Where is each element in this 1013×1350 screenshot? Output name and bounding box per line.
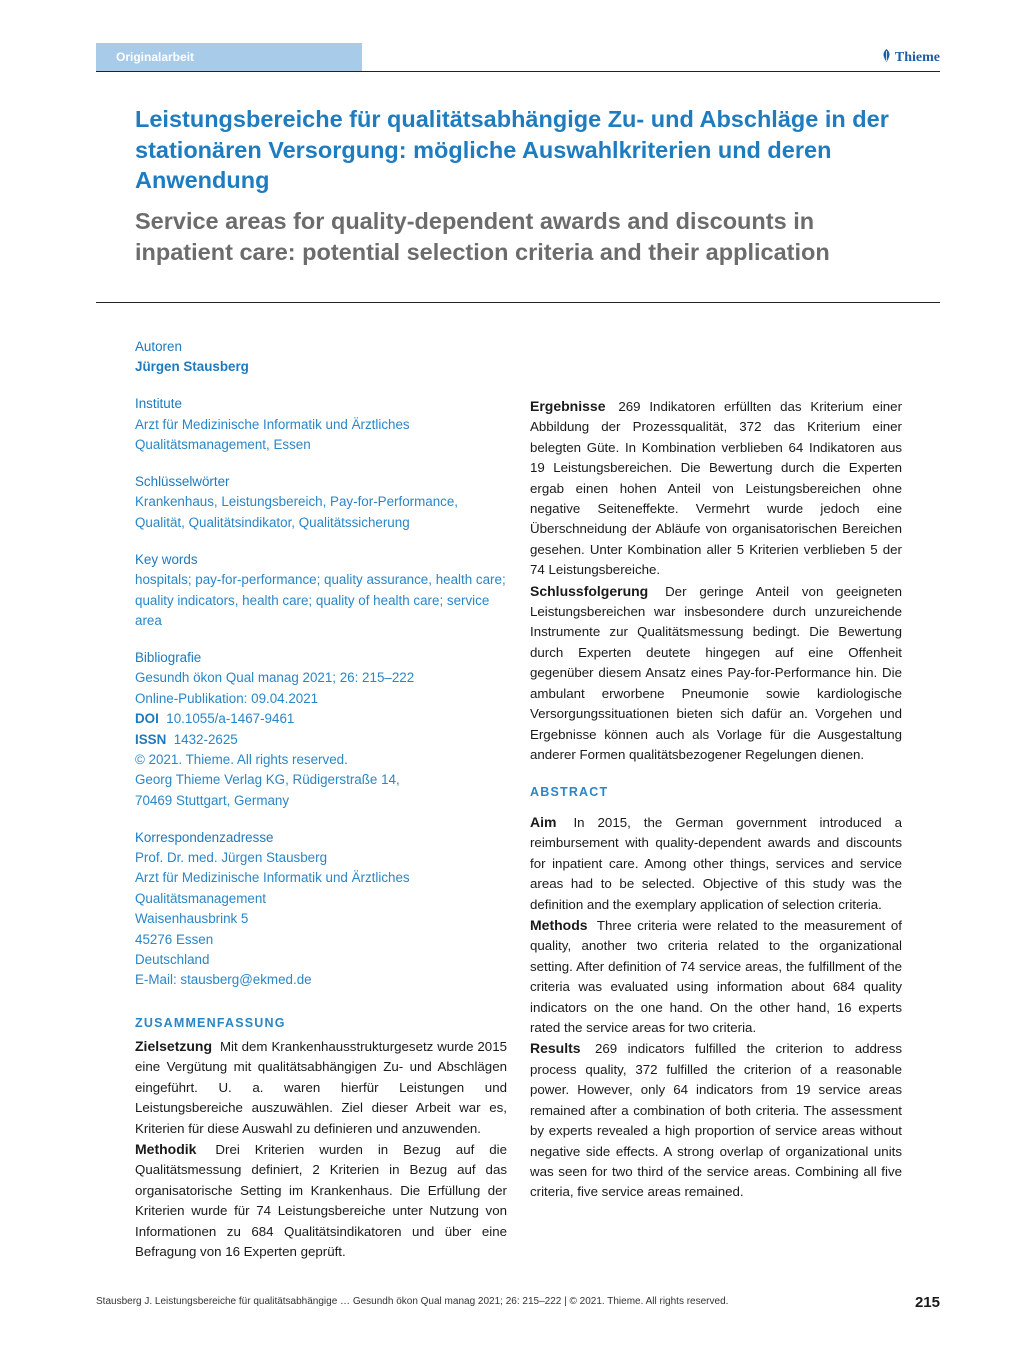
keywords-en-label: Key words — [135, 551, 198, 567]
article-type-tag: Originalarbeit — [96, 43, 362, 72]
doi-value[interactable]: 10.1055/a-1467-9461 — [166, 711, 295, 727]
keywords-en-text: hospitals; pay-for-performance; quality assurance, health care; quality indicators, health care; quality of health care; service area — [135, 572, 506, 628]
results-label: Results — [530, 1040, 581, 1057]
authors-block — [135, 337, 507, 378]
doi-label: DOI — [135, 711, 159, 727]
correspondence-title: Arzt für Medizinische Informatik und Ärztliches Qualitätsmanagement — [135, 870, 410, 906]
keywords-de-block — [135, 472, 507, 533]
bibliography-online: Online-Publikation: 09.04.2021 — [135, 690, 319, 706]
title-divider — [96, 302, 940, 303]
keywords-en-block — [135, 550, 507, 632]
methods-paragraph — [530, 915, 902, 1038]
author-name: Jürgen Stausberg — [135, 359, 249, 375]
ergebnisse-label: Ergebnisse — [530, 398, 606, 414]
issn-line — [135, 730, 507, 750]
aim-label: Aim — [530, 814, 557, 830]
title-german: Leistungsbereiche für qualitätsabhängige Zu- und Abschläge in der stationären Versorgung: mögliche Auswahlkriterien und deren Anwendung — [135, 106, 889, 193]
aim-paragraph — [530, 812, 902, 915]
copyright-line: © 2021. Thieme. All rights reserved. — [135, 751, 348, 767]
results-text: 269 indicators fulfilled the criterion to address process quality, 372 fulfilled the criterion of a reasonable power. However, only 64 indicators from 19 service areas remained after a combination of both criteria. The assessment by experts revealed a high proportion of service areas without negative side effects. A strong overlap of organizational units was seen for two third of the service areas. Combining all five criteria, five service areas remained. — [530, 1041, 902, 1200]
keywords-de-text: Krankenhaus, Leistungsbereich, Pay-for-Performance, Qualität, Qualitätsindikator, Qualitätssicherung — [135, 494, 459, 530]
correspondence-city: 45276 Essen — [135, 931, 214, 947]
bibliography-label: Bibliografie — [135, 649, 202, 665]
methods-text: Three criteria were related to the measurement of quality, another two criteria related to the organizational setting. After definition of 74 service areas, the fulfillment of the criteria was evaluated using information about 684 quality indicators on the one hand. On the other hand, 16 experts rated the service areas for two criteria. — [530, 918, 902, 1036]
title-english: Service areas for quality-dependent awards and discounts in inpatient care: potential selection criteria and their application — [135, 208, 830, 265]
correspondence-street: Waisenhausbrink 5 — [135, 911, 249, 927]
article-metadata — [135, 337, 507, 1007]
correspondence-label: Korrespondenzadresse — [135, 829, 274, 845]
doi-line — [135, 709, 507, 729]
publisher-address-1: Georg Thieme Verlag KG, Rüdigerstraße 14, — [135, 772, 400, 788]
abstract-heading: ABSTRACT — [530, 785, 609, 799]
methods-label: Methods — [530, 917, 588, 934]
aim-text: In 2015, the German government introduced a reimbursement with quality-dependent awards and discounts for inpatient care. Among other things, services and service areas had to be selected. Objective of this study was the definition and the exemplary application of selection criteria. — [530, 815, 902, 912]
zielsetzung-label: Zielsetzung — [135, 1038, 213, 1054]
correspondence-name: Prof. Dr. med. Jürgen Stausberg — [135, 850, 328, 866]
institute-label: Institute — [135, 396, 182, 412]
correspondence-country: Deutschland — [135, 952, 210, 968]
methodik-label: Methodik — [135, 1141, 197, 1158]
schlussfolgerung-label: Schlussfolgerung — [530, 582, 649, 599]
abstract-section — [530, 812, 902, 1203]
institute-text: Arzt für Medizinische Informatik und Ärztliches Qualitätsmanagement, Essen — [135, 416, 410, 453]
authors-label: Autoren — [135, 339, 182, 354]
zusammenfassung-heading: ZUSAMMENFASSUNG — [135, 1016, 286, 1030]
page-number: 215 — [914, 1294, 940, 1311]
ergebnisse-paragraph — [530, 396, 902, 581]
schlussfolgerung-text: Der geringe Anteil von geeigneten Leistungsbereichen war insbesondere durch unzureichende Instrumente zur Qualitätsmessung bedingt. Die Bewertung durch Experten deutete hingegen auf eine Offenheit gegenüber diesem Ansatz eines Pay-for-Performance hin. Die ambulant erworbene Pneumonie sowie kardiologische Versorgungssituationen bieten sich dafür an. Vorgehen und Ergebnisse können auch als Vorlage für die Ausgestaltung anderer Formen qualitätsbezogener Regelungen dienen. — [530, 583, 902, 762]
bibliography-journal: Gesundh ökon Qual manag 2021; 26: 215–222 — [135, 670, 415, 686]
zielsetzung-text: Mit dem Krankenhausstrukturgesetz wurde 2015 eine Vergütung mit qualitätsabhängigen Zu- und Abschlägen eingeführt. U. a. waren hierfür Leistungen und Leistungsbereiche auszuwählen. Ziel dieser Arbeit war es, Kriterien für diese Auswahl zu definieren und anzuwenden. — [135, 1039, 507, 1136]
bibliography-block — [135, 648, 507, 811]
publisher-name: Thieme — [894, 50, 940, 65]
results-paragraph — [530, 1038, 902, 1202]
thieme-leaf-icon — [881, 49, 892, 67]
institute-block — [135, 394, 507, 455]
zielsetzung-paragraph — [135, 1036, 507, 1139]
zusammenfassung-continued — [530, 396, 902, 765]
issn-label: ISSN — [135, 731, 167, 747]
methodik-paragraph — [135, 1139, 507, 1262]
keywords-de-label: Schlüsselwörter — [135, 474, 230, 490]
correspondence-email[interactable]: E-Mail: stausberg@ekmed.de — [135, 972, 312, 988]
footer-citation: Stausberg J. Leistungsbereiche für qualitätsabhängige … Gesundh ökon Qual manag 2021; 26: 215–222 | © 2021. Thieme. All rights reserved. — [96, 1296, 729, 1307]
methodik-text: Drei Kriterien wurden in Bezug auf die Qualitätsmessung definiert, 2 Kriterien in Bezug auf das organisatorische Setting im Krankenhaus. Die Erfüllung der Kriterien wurde für 74 Leistungsbereiche unter Nutzung von Informationen zu 684 Qualitätsindikatoren und über eine Befragung von 16 Experten geprüft. — [135, 1142, 507, 1260]
header-divider — [96, 71, 940, 72]
ergebnisse-text: 269 Indikatoren erfüllten das Kriterium einer Abbildung der Prozessqualität, 372 das Kriterium einer belegten Güte. In Kombination verblieben 64 Indikatoren aus 19 Leistungsbereichen. Die Bewertung durch die Experten ergab einen hohen Anteil von Leistungsbereichen ohne negative Seiteneffekte. Vermehrt wurde jedoch eine Überschneidung der Abläufe von organisatorischen Bereichen gesehen. Unter Kombination aller 5 Kriterien verblieben 5 der 74 Leistungsbereiche. — [530, 399, 902, 578]
publisher-address-2: 70469 Stuttgart, Germany — [135, 792, 290, 808]
publisher-logo — [881, 49, 940, 67]
correspondence-block — [135, 828, 507, 991]
schlussfolgerung-paragraph — [530, 581, 902, 766]
issn-value: 1432-2625 — [173, 731, 238, 747]
zusammenfassung-section — [135, 1016, 507, 1262]
